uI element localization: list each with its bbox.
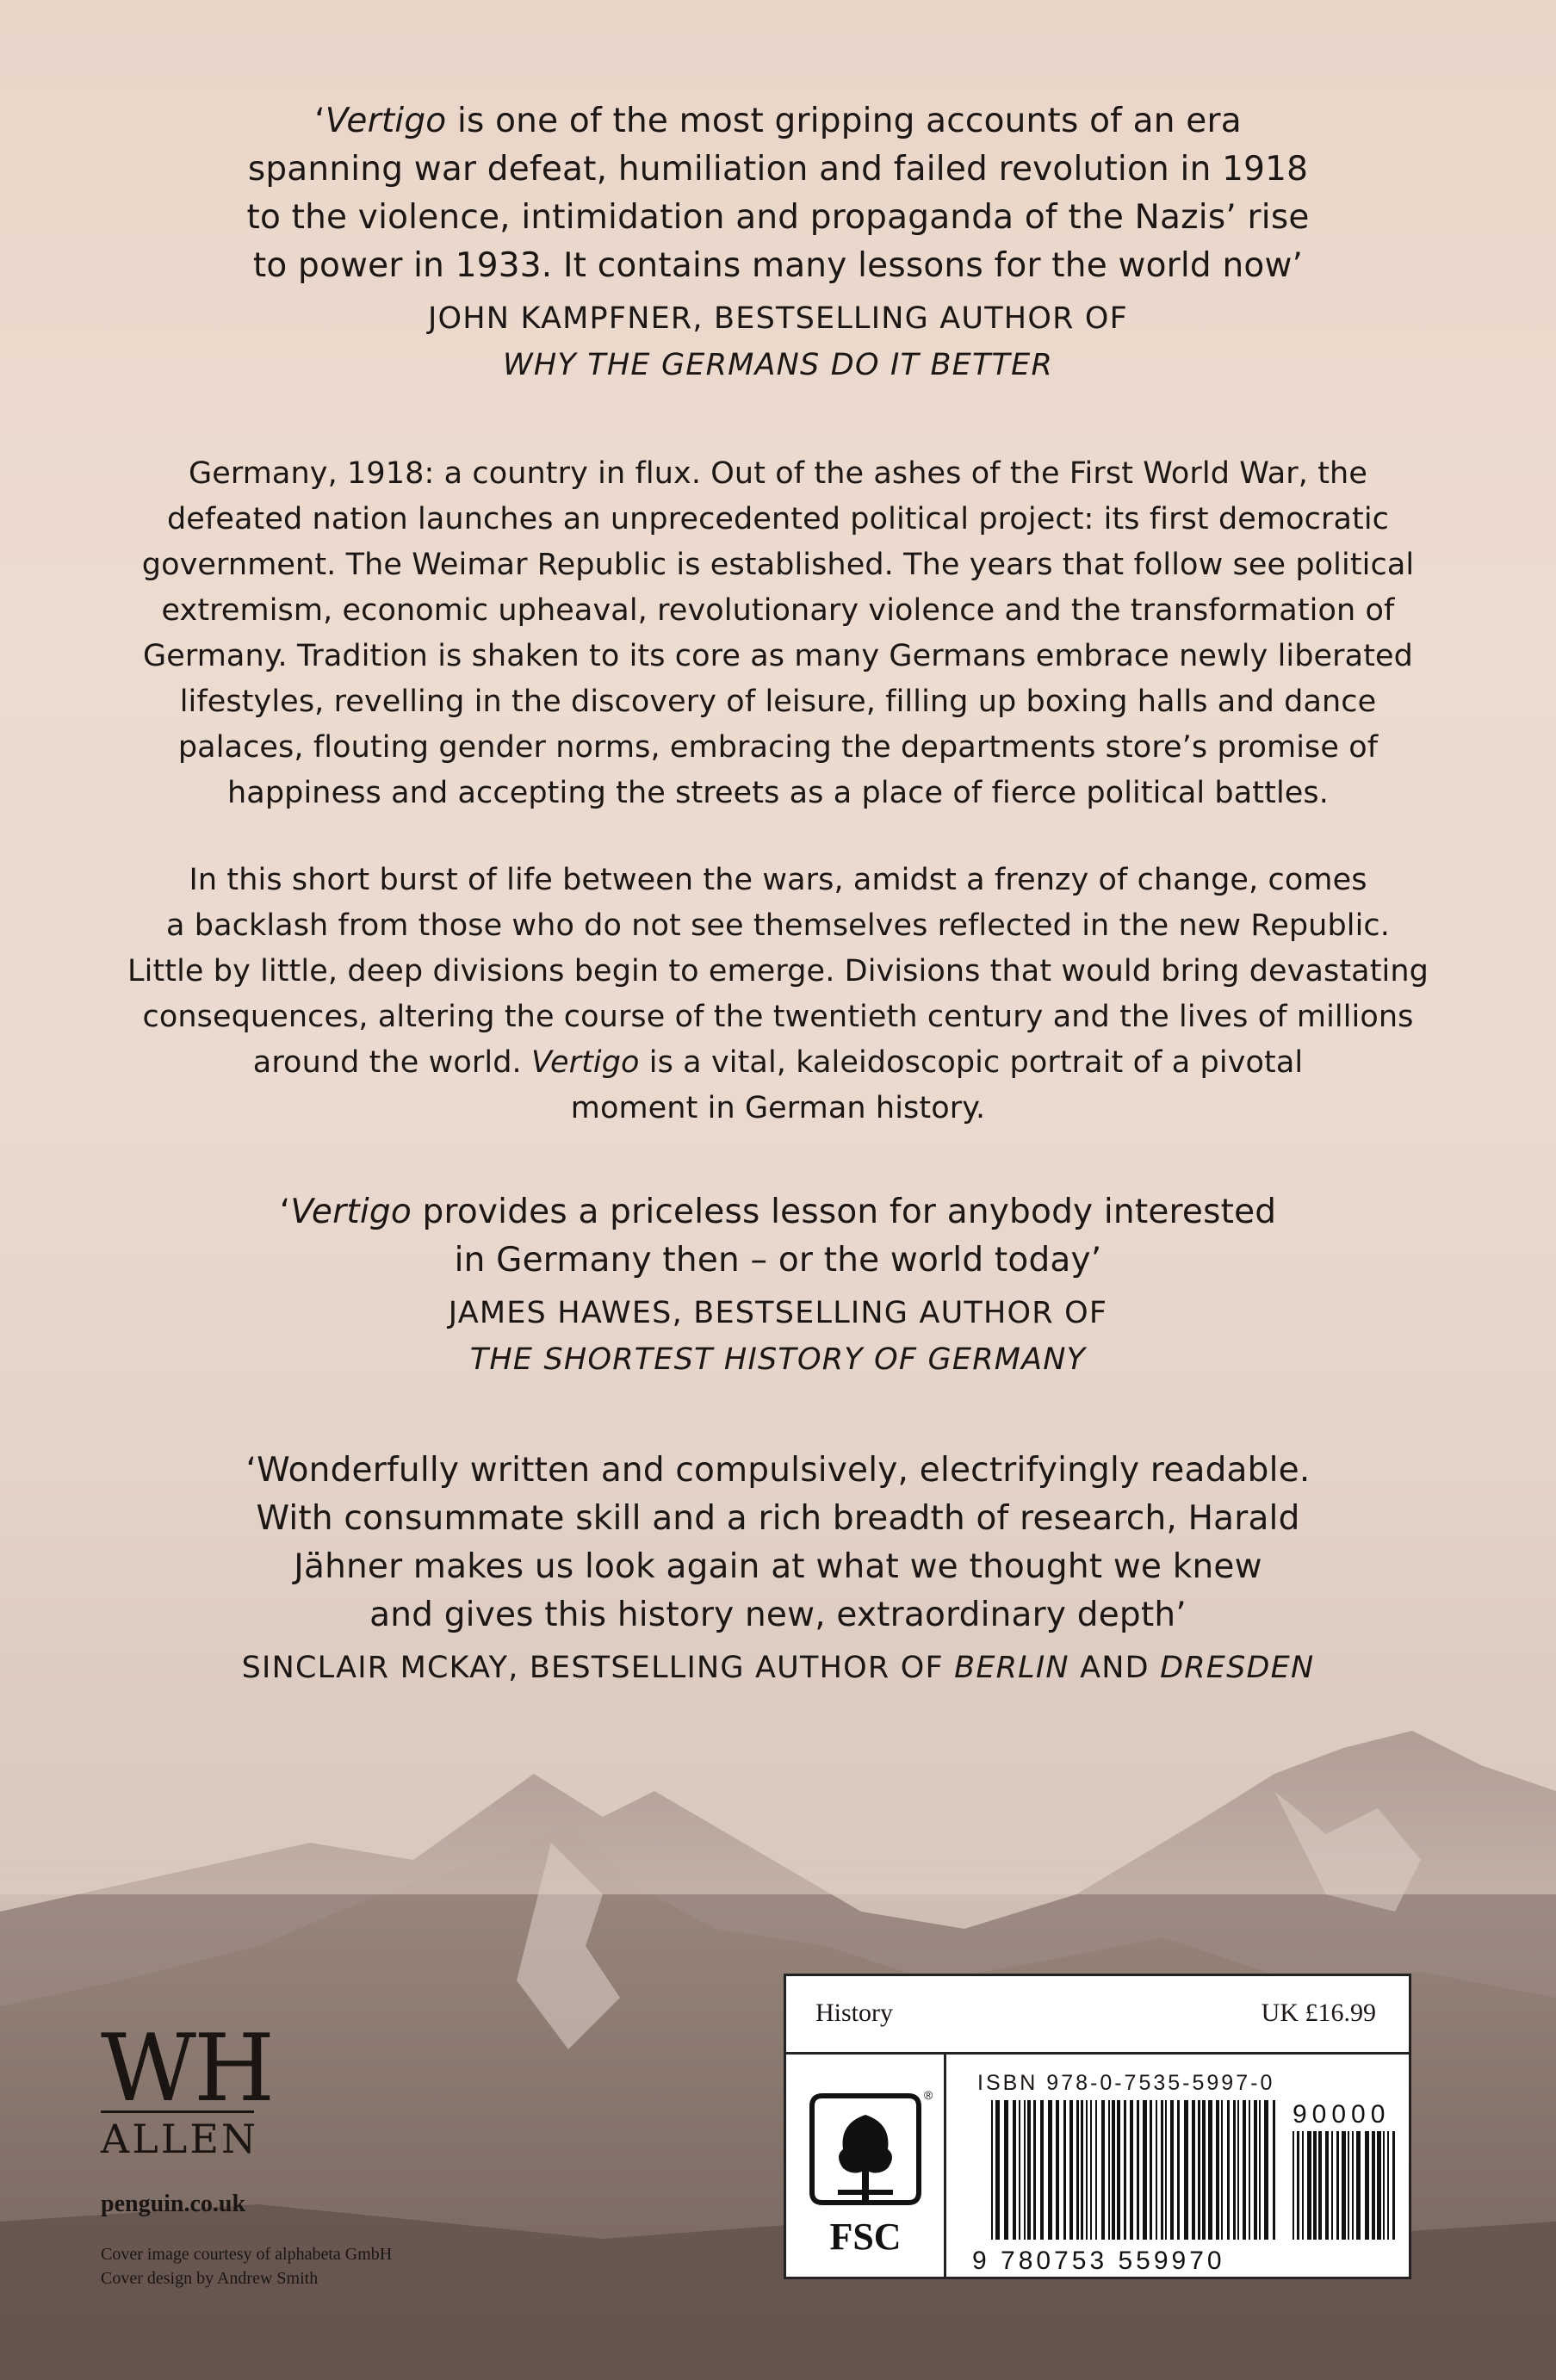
blurb-paragraph-2: In this short burst of life between the wars, amidst a frenzy of change, comes a backlash from those who do not see themselves reflected in the new Republic. Little by little, deep divisions begin to emerge. Divisions that would bring devastating consequences, altering the course of the twentieth century and the lives of millions around the world. Vertigo is a vital, kaleidoscopic portrait of a pivotal moment in German history. [127, 863, 1429, 1125]
barcode-bar [1237, 2100, 1239, 2240]
barcode-bar [1086, 2100, 1088, 2240]
cover-design-credit: Cover design by Andrew Smith [101, 2269, 319, 2288]
fsc-registered-mark: ® [924, 2088, 933, 2102]
barcode-bar [1254, 2100, 1257, 2240]
barcode-bar [1069, 2100, 1073, 2240]
barcode-bar [1202, 2100, 1206, 2240]
addon-bar [1297, 2131, 1299, 2240]
barcode-bar [1264, 2100, 1268, 2240]
barcode-bar [1150, 2100, 1152, 2240]
barcode-bar [1137, 2100, 1139, 2240]
barcode-bar [1090, 2100, 1092, 2240]
book-title-italic: Vertigo [325, 102, 447, 140]
quote-text: ‘Vertigo is one of the most gripping accounts of an era spanning war defeat, humiliation and failed revolution in 1918 to the violence, intimidation and propaganda of the Nazis’ rise to power in 1933. It contains many lessons for the world now’ [246, 102, 1310, 285]
barcode-bar [1198, 2100, 1200, 2240]
publisher-logo-allen: ALLEN [101, 2110, 254, 2161]
addon-bar [1348, 2131, 1349, 2240]
barcode-bar [1112, 2100, 1115, 2240]
barcode-bar [1095, 2100, 1097, 2240]
barcode-bar [1013, 2100, 1016, 2240]
category-label: History [815, 1999, 893, 2027]
addon-bar [1372, 2131, 1375, 2240]
addon-bar [1318, 2131, 1322, 2240]
barcode-bar [1170, 2100, 1174, 2240]
attribution-book-title: BERLIN [954, 1651, 1069, 1685]
addon-bar [1377, 2131, 1381, 2240]
review-quote-hawes [121, 1188, 1435, 1383]
barcode-bar [1221, 2100, 1223, 2240]
addon-bar [1293, 2131, 1294, 2240]
addon-bar [1313, 2131, 1317, 2240]
barcode-bar [1081, 2100, 1083, 2240]
quote-attribution: JOHN KAMPFNER, BESTSELLING AUTHOR OF WHY THE GERMANS DO IT BETTER [121, 295, 1435, 388]
addon-bar [1352, 2131, 1354, 2240]
publisher-logo: WH [101, 2015, 273, 2123]
addon-bar [1356, 2131, 1361, 2240]
barcode-bar [1233, 2100, 1236, 2240]
barcode-bar [1156, 2100, 1157, 2240]
quote-text: ‘Wonderfully written and compulsively, electrifyingly readable. With consummate skill and a rich breadth of research, Harald Jähner makes us look again at what we thought we knew and gives this history new, extraordinary depth’ [245, 1451, 1311, 1634]
barcode-bar [1192, 2100, 1195, 2240]
addon-bar [1387, 2131, 1389, 2240]
fsc-tree-icon [786, 2055, 944, 2277]
blurb-paragraph-1: Germany, 1918: a country in flux. Out of the ashes of the First World War, the defeated nation launches an unprecedented political project: its first democratic government. The Weimar Republic is established. The years that follow see political extremism, economic upheaval, revolutionary violence and the transformation of Germany. Tradition is shaken to its core as many Germans embrace newly liberated lifestyles, revelling in the discovery of leisure, filling up boxing halls and dance palaces, flouting gender norms, embracing the departments store’s promise of happiness and accepting the streets as a place of fierce political battles. [141, 456, 1415, 810]
barcode-bar [1208, 2100, 1212, 2240]
publisher-block [101, 2015, 393, 2290]
barcode-bar [991, 2100, 993, 2240]
barcode-digits: 9 780753 559970 [972, 2247, 1225, 2275]
barcode-bar [1004, 2100, 1008, 2240]
barcode-bar [1101, 2100, 1105, 2240]
addon-bar [1302, 2131, 1304, 2240]
attribution-book-title: WHY THE GERMANS DO IT BETTER [503, 348, 1053, 382]
addon-bar [1365, 2131, 1369, 2240]
barcode-bar [1056, 2100, 1059, 2240]
barcode-bar [1024, 2100, 1026, 2240]
cover-image-credit: Cover image courtesy of alphabeta GmbH [101, 2245, 393, 2264]
barcode-bar [1259, 2100, 1261, 2240]
publisher-website[interactable]: penguin.co.uk [101, 2191, 246, 2217]
barcode-bar [1076, 2100, 1079, 2240]
book-title-italic: Vertigo [290, 1193, 412, 1231]
isbn-label: ISBN 978-0-7535-5997-0 [977, 2071, 1275, 2095]
addon-bar [1392, 2131, 1395, 2240]
barcode-bar [1184, 2100, 1188, 2240]
barcode-bar [1108, 2100, 1110, 2240]
category-price-row [786, 1976, 1409, 2055]
barcode-bar [1048, 2100, 1052, 2240]
price-label: UK £16.99 [1261, 1999, 1376, 2027]
barcode-icon [972, 2097, 1403, 2278]
barcode-bar [1019, 2100, 1020, 2240]
barcode-bar [1033, 2100, 1036, 2240]
barcode-bar [1216, 2100, 1219, 2240]
addon-bar [1307, 2131, 1311, 2240]
fsc-label: FSC [829, 2216, 902, 2258]
addon-bar [1325, 2131, 1329, 2240]
barcode-bar [1227, 2100, 1230, 2240]
barcode-bar [1161, 2100, 1163, 2240]
barcode-bar [1040, 2100, 1044, 2240]
addon-digits: 90000 [1293, 2100, 1391, 2129]
review-quote-mckay [121, 1447, 1435, 1691]
barcode-bar [1249, 2100, 1250, 2240]
barcode-bar [1273, 2100, 1275, 2240]
addon-bar [1331, 2131, 1333, 2240]
barcode-bar [1143, 2100, 1147, 2240]
addon-bar [1336, 2131, 1339, 2240]
barcode-bar [1117, 2100, 1120, 2240]
barcode-bar [1243, 2100, 1246, 2240]
quote-attribution: JAMES HAWES, BESTSELLING AUTHOR OF THE SHORTEST HISTORY OF GERMANY [121, 1290, 1435, 1383]
attribution-book-title: THE SHORTEST HISTORY OF GERMANY [469, 1342, 1087, 1377]
barcode-bar [1063, 2100, 1066, 2240]
barcode-bar [995, 2100, 1000, 2240]
review-quote-kampfner [121, 97, 1435, 388]
fsc-logo-cell [786, 2055, 946, 2277]
attribution-book-title: DRESDEN [1160, 1651, 1315, 1685]
barcode-bar [1130, 2100, 1133, 2240]
barcode-bar [1124, 2100, 1126, 2240]
barcode-bar [1165, 2100, 1167, 2240]
quote-text: ‘Vertigo provides a priceless lesson for anybody interested in Germany then – or the world today’ [279, 1193, 1277, 1280]
barcode-bar [1177, 2100, 1180, 2240]
barcode-bar [1027, 2100, 1031, 2240]
addon-bar [1383, 2131, 1385, 2240]
quote-attribution: SINCLAIR MCKAY, BESTSELLING AUTHOR OF BERLIN AND DRESDEN [241, 1651, 1315, 1685]
addon-bar [1342, 2131, 1346, 2240]
book-title-italic: Vertigo [530, 1045, 640, 1080]
barcode-box [784, 1974, 1411, 2279]
